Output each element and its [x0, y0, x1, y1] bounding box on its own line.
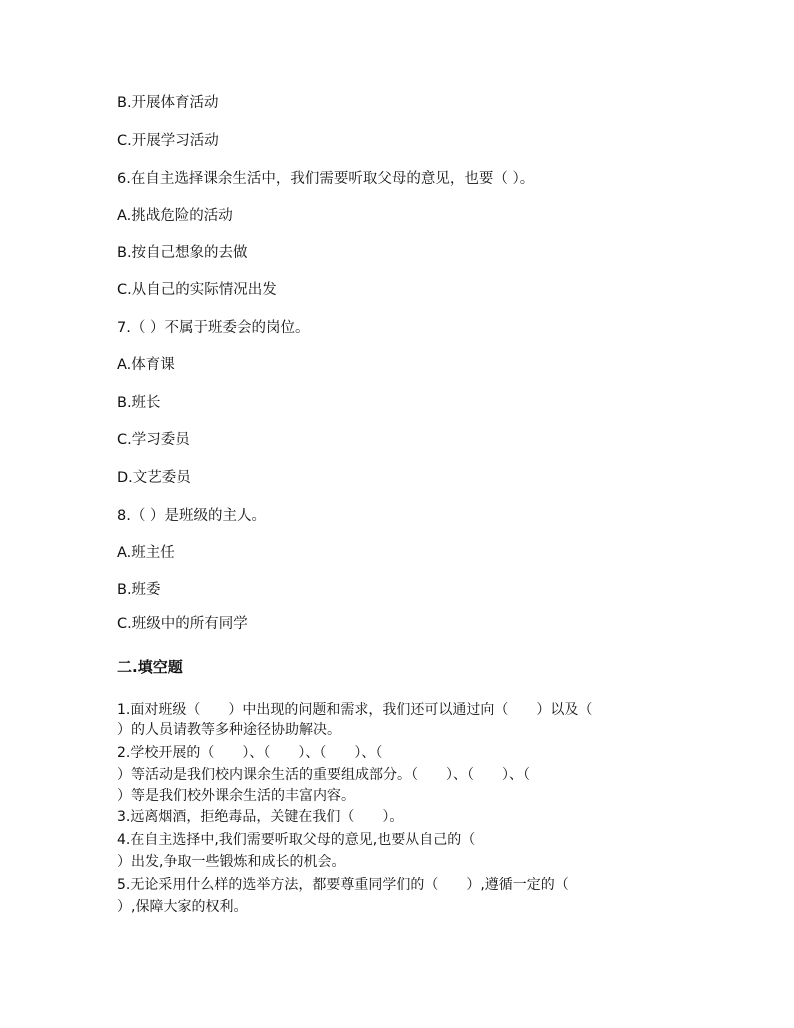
- q8-option-a: A.班主任: [117, 545, 175, 561]
- q7-option-d: D.文艺委员: [117, 470, 191, 486]
- section-heading-fill-in: 二.填空题: [117, 658, 183, 676]
- q6-option-c: C.从自己的实际情况出发: [117, 282, 277, 298]
- fill-question-5-line-1: 5.无论采用什么样的选举方法，都要尊重同学们的（ ）,遵循一定的（: [117, 877, 569, 893]
- question-6: 6.在自主选择课余生活中，我们需要听取父母的意见，也要（ ）。: [117, 171, 535, 187]
- fill-question-2-line-1: 2.学校开展的（ ）、（ ）、（ ）、（: [117, 745, 383, 761]
- fill-question-1-line-2: ）的人员请教等多种途径协助解决。: [117, 722, 341, 738]
- fill-question-4-line-1: 4.在自主选择中,我们需要听取父母的意见,也要从自己的（: [117, 832, 476, 848]
- q8-option-c: C.班级中的所有同学: [117, 616, 248, 632]
- q5-option-b: B.开展体育活动: [117, 95, 219, 111]
- q6-option-b: B.按自己想象的去做: [117, 245, 248, 261]
- fill-question-2-line-3: ）等是我们校外课余生活的丰富内容。: [117, 788, 355, 804]
- q5-option-c: C.开展学习活动: [117, 133, 219, 149]
- q6-option-a: A.挑战危险的活动: [117, 208, 233, 224]
- fill-question-3: 3.远离烟酒，拒绝毒品，关键在我们（ ）。: [117, 809, 404, 825]
- q7-option-c: C.学习委员: [117, 432, 190, 448]
- fill-question-1-line-1: 1.面对班级（ ）中出现的问题和需求，我们还可以通过向（ ）以及（: [117, 702, 593, 718]
- q8-option-b: B.班委: [117, 582, 161, 598]
- question-8: 8.（ ）是班级的主人。: [117, 508, 266, 524]
- fill-question-4-line-2: ）出发,争取一些锻炼和成长的机会。: [117, 854, 346, 870]
- question-7: 7.（ ）不属于班委会的岗位。: [117, 320, 310, 336]
- fill-question-2-line-2: ）等活动是我们校内课余生活的重要组成部分。（ ）、（ ）、（: [117, 767, 530, 783]
- q7-option-b: B.班长: [117, 395, 161, 411]
- fill-question-5-line-2: ）,保障大家的权利。: [117, 899, 248, 915]
- q7-option-a: A.体育课: [117, 357, 175, 373]
